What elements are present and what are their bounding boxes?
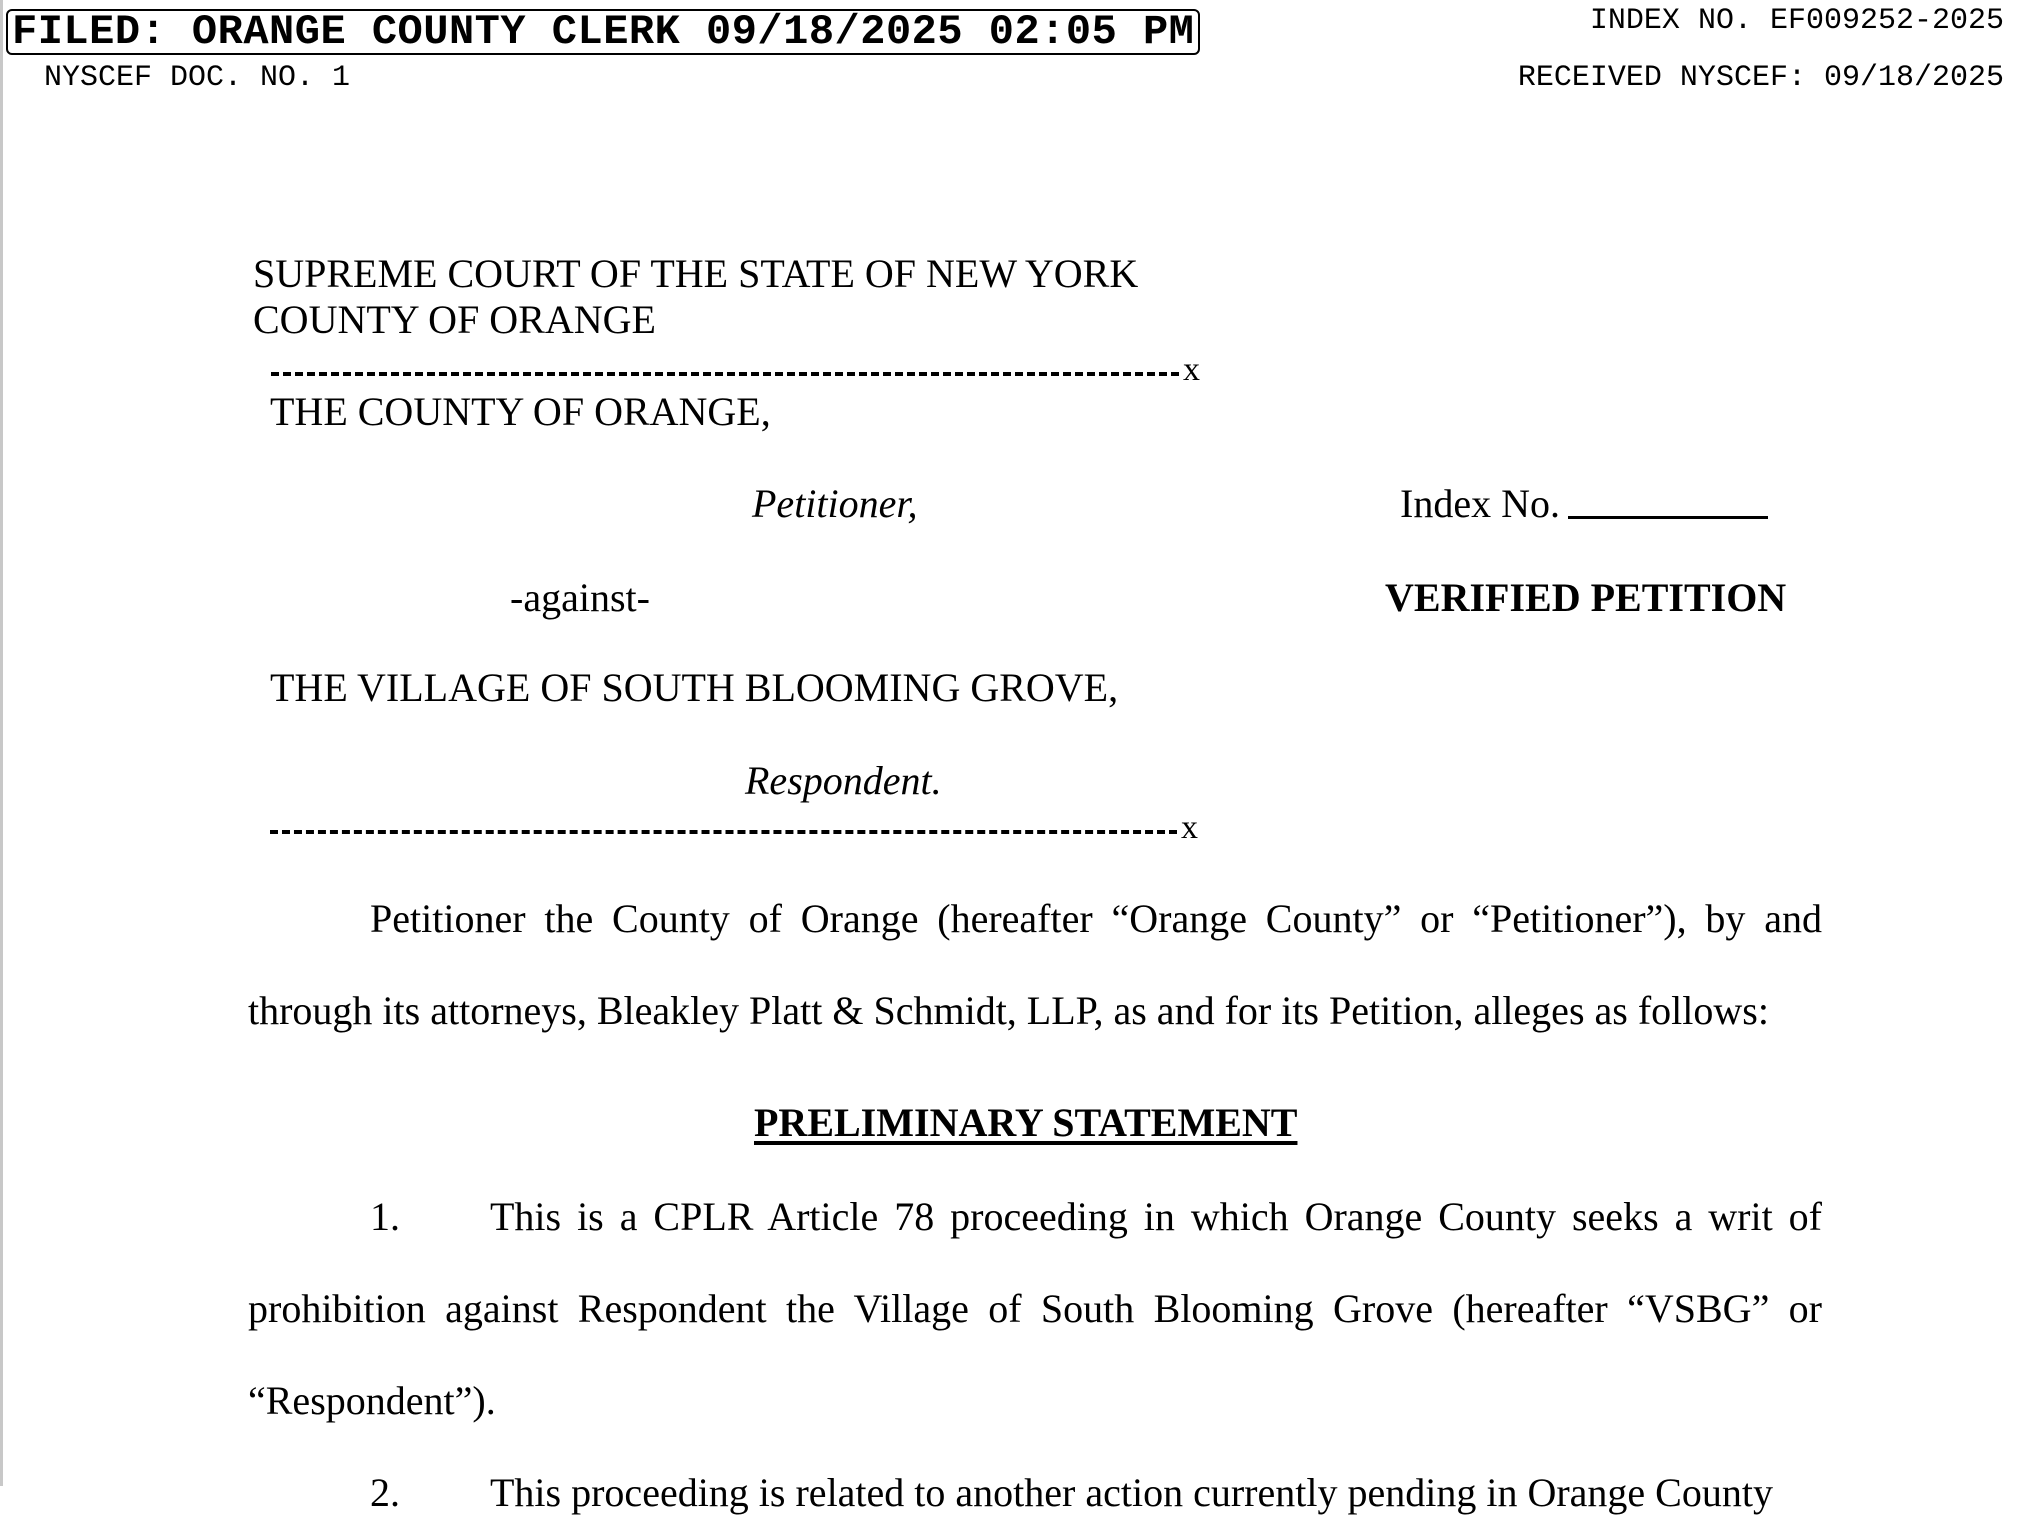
paragraph-line: prohibition against Respondent the Village of South Blooming Grove (hereafter “VSBG” or: [248, 1286, 1822, 1331]
caption-top-rule: [271, 372, 1179, 376]
caption-bottom-rule-x: x: [1181, 809, 1198, 846]
doc-number: NYSCEF DOC. NO. 1: [44, 61, 351, 95]
paragraph-line: This proceeding is related to another action currently pending in Orange County: [490, 1470, 1773, 1515]
document-title: VERIFIED PETITION: [1385, 575, 1787, 620]
petitioner-name: THE COUNTY OF ORANGE,: [270, 389, 771, 434]
received-date: RECEIVED NYSCEF: 09/18/2025: [1517, 61, 2004, 95]
court-name: SUPREME COURT OF THE STATE OF NEW YORK: [253, 251, 1139, 296]
index-label: Index No.: [1400, 481, 1560, 526]
against-label: -against-: [510, 575, 650, 620]
paragraph-line: “Respondent”).: [248, 1378, 496, 1423]
index-number: INDEX NO. EF009252-2025: [1589, 4, 2004, 38]
paragraph-line: This is a CPLR Article 78 proceeding in which Orange County seeks a writ of: [490, 1194, 1822, 1239]
page-edge: [0, 0, 3, 1486]
section-heading: PRELIMINARY STATEMENT: [754, 1100, 1298, 1145]
intro-line-1: Petitioner the County of Orange (hereafter “Orange County” or “Petitioner”), by and: [370, 896, 1822, 941]
filed-stamp: FILED: ORANGE COUNTY CLERK 09/18/2025 02:05 PM: [6, 9, 1200, 55]
court-county: COUNTY OF ORANGE: [253, 297, 656, 342]
paragraph-number: 2.: [370, 1470, 400, 1515]
caption-top-rule-x: x: [1183, 351, 1200, 388]
paragraph-number: 1.: [370, 1194, 400, 1239]
intro-line-2: through its attorneys, Bleakley Platt & Schmidt, LLP, as and for its Petition, alleges as follows:: [248, 988, 1769, 1033]
respondent-role: Respondent.: [745, 758, 942, 803]
caption-bottom-rule: [270, 830, 1177, 834]
petitioner-role: Petitioner,: [752, 481, 918, 526]
respondent-name: THE VILLAGE OF SOUTH BLOOMING GROVE,: [270, 665, 1119, 710]
index-blank-line: [1568, 516, 1768, 519]
index-field: [1400, 482, 1768, 526]
